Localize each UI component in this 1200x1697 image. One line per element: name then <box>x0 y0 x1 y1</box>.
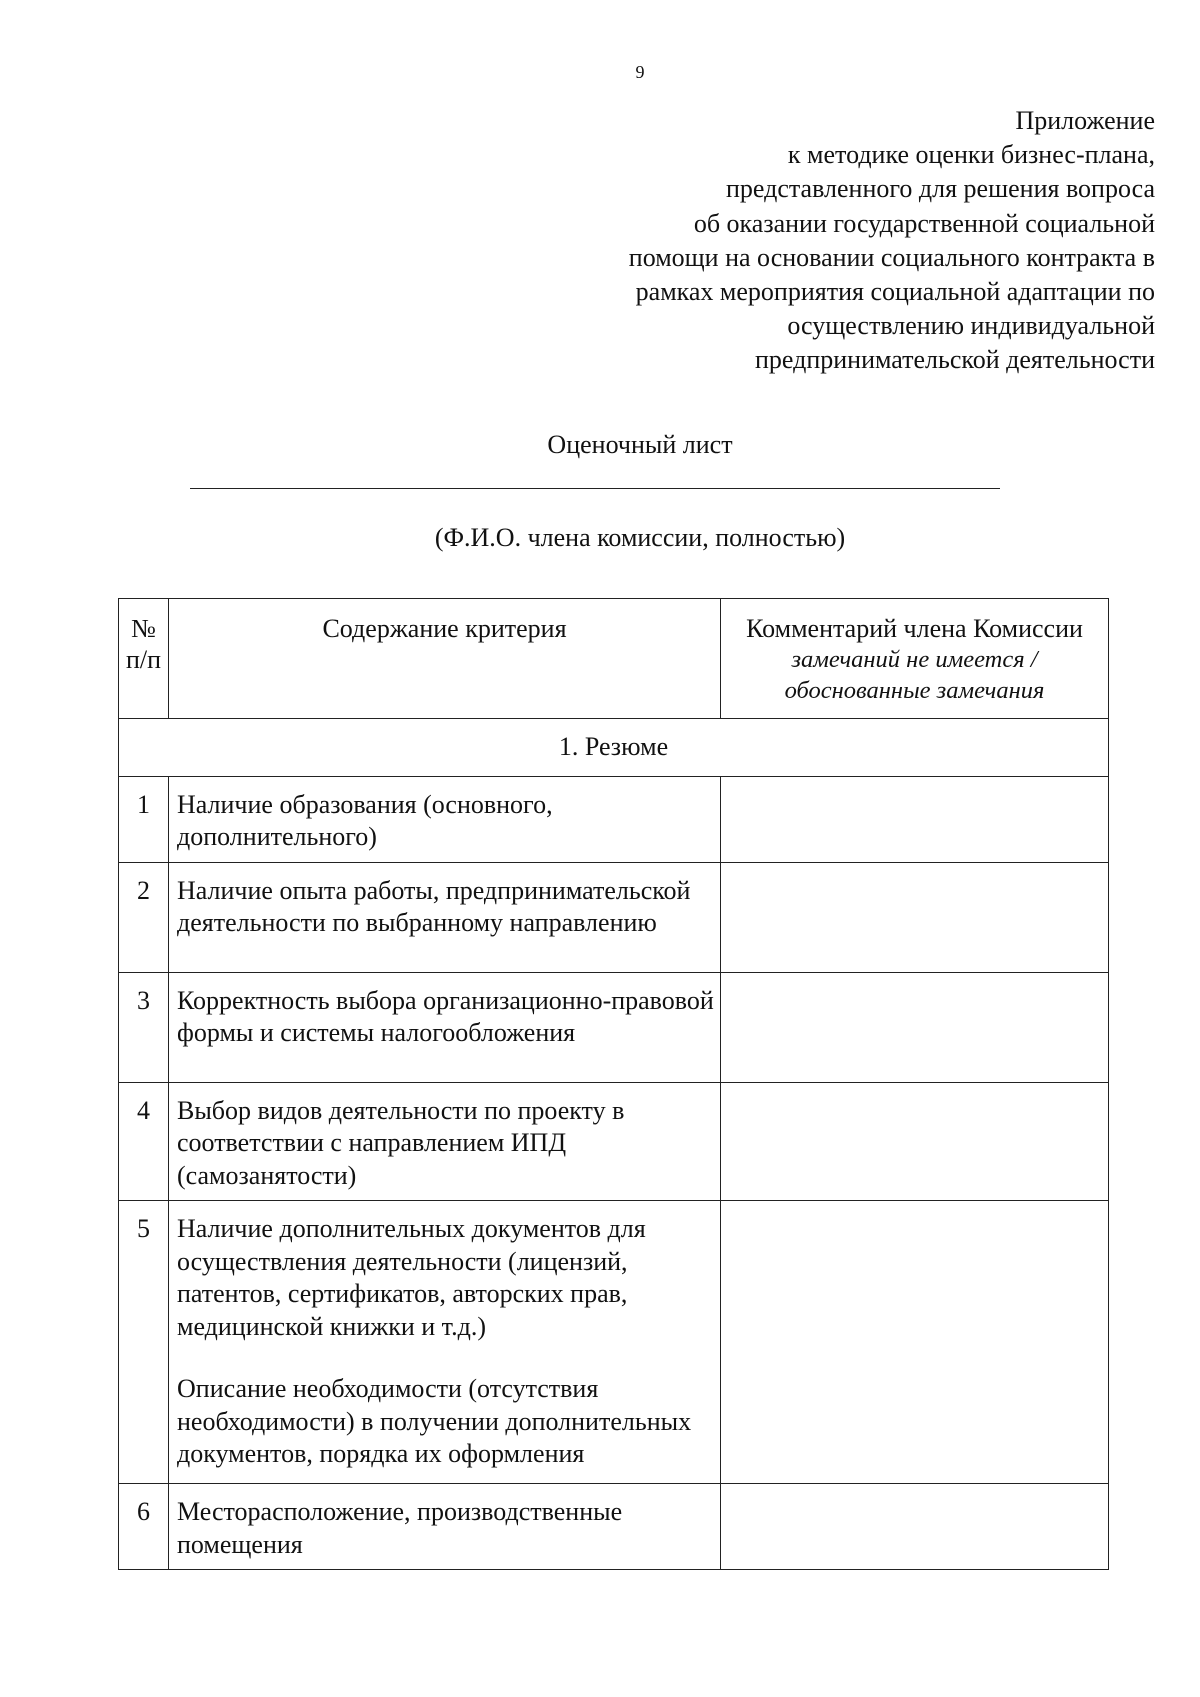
table-row <box>119 776 1109 862</box>
row-number: 1 <box>119 776 169 862</box>
appendix-line: осуществлению индивидуальной <box>787 311 1155 341</box>
row-comment[interactable] <box>721 862 1109 972</box>
name-caption: (Ф.И.О. члена комиссии, полностью) <box>434 523 846 552</box>
table-row <box>119 1484 1109 1570</box>
appendix-line: Приложение <box>1015 106 1155 135</box>
row-comment[interactable] <box>721 776 1109 862</box>
criterion-text: Наличие опыта работы, предпринимательской деятельности по выбранному направлению <box>177 875 691 937</box>
table-row <box>119 972 1109 1082</box>
criterion-text: Месторасположение, производственные помещения <box>177 1497 623 1559</box>
row-number: 4 <box>119 1082 169 1201</box>
row-number: 6 <box>119 1484 169 1570</box>
appendix-line: представленного для решения вопроса <box>726 174 1155 204</box>
row-criterion <box>169 1082 721 1201</box>
appendix-caption <box>455 104 1155 378</box>
row-criterion <box>169 1201 721 1484</box>
row-comment[interactable] <box>721 1201 1109 1484</box>
appendix-line: об оказании государственной социальной <box>693 208 1155 238</box>
criteria-table <box>118 598 1109 1570</box>
header-criterion: Содержание критерия <box>169 599 721 719</box>
row-comment[interactable] <box>721 1082 1109 1201</box>
appendix-line: предпринимательской деятельности <box>755 345 1155 375</box>
row-number: 5 <box>119 1201 169 1484</box>
appendix-line: к методике оценки бизнес-плана, <box>787 140 1155 170</box>
appendix-line: рамках мероприятия социальной адаптации по <box>635 277 1155 307</box>
row-criterion <box>169 972 721 1082</box>
table-row <box>119 862 1109 972</box>
criterion-text: Корректность выбора организационно-правовой формы и системы налогообложения <box>177 985 714 1047</box>
row-criterion <box>169 862 721 972</box>
table-row <box>119 1201 1109 1484</box>
page-number: 9 <box>635 62 645 82</box>
section-row <box>119 719 1109 777</box>
row-comment[interactable] <box>721 972 1109 1082</box>
name-signature-line <box>190 488 1000 489</box>
row-criterion <box>169 776 721 862</box>
table-row <box>119 1082 1109 1201</box>
header-num: № п/п <box>119 599 169 719</box>
header-comment <box>721 599 1109 719</box>
criterion-text: Наличие образования (основного, дополнительного) <box>177 789 553 851</box>
row-number: 3 <box>119 972 169 1082</box>
criterion-text: Выбор видов деятельности по проекту в соответствии с направлением ИПД (самозанятости) <box>177 1095 625 1190</box>
row-number: 2 <box>119 862 169 972</box>
sheet-title: Оценочный лист <box>547 430 733 459</box>
section-title: 1. Резюме <box>119 719 1109 777</box>
criterion-text: Описание необходимости (отсутствия необходимости) в получении дополнительных документов, порядка их оформления <box>177 1374 692 1468</box>
table-header-row <box>119 599 1109 719</box>
header-comment-subtitle: замечаний не имеется / обоснованные замечания <box>784 646 1045 704</box>
row-criterion <box>169 1484 721 1570</box>
criterion-text: Наличие дополнительных документов для осуществления деятельности (лицензий, патентов, сертификатов, авторских прав, медицинской книжки и т.д.) <box>177 1214 646 1341</box>
appendix-line: помощи на основании социального контракта в <box>628 242 1155 272</box>
row-comment[interactable] <box>721 1484 1109 1570</box>
header-comment-title: Комментарий члена Комиссии <box>746 614 1083 643</box>
